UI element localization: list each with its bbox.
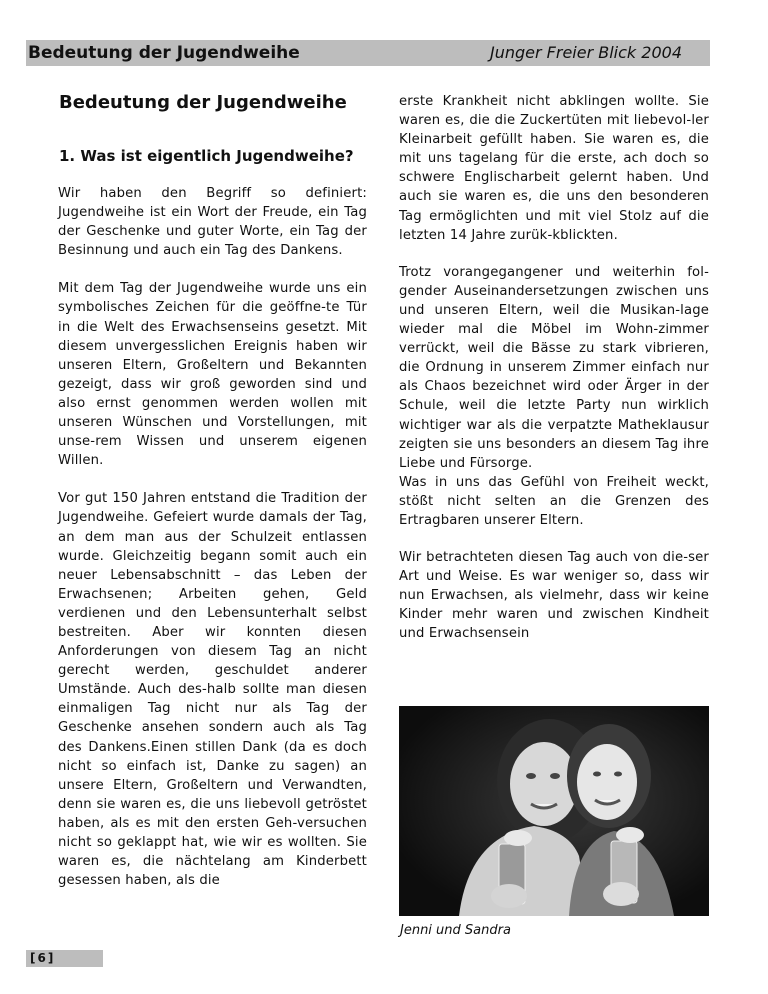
section-heading: 1. Was ist eigentlich Jugendweihe? bbox=[59, 147, 354, 165]
paragraph: Wir haben den Begriff so definiert: Jugendweihe ist ein Wort der Freude, ein Tag der Geschenke und guter Worte, ein Tag der Besinnung und auch ein Tag des Dankens. bbox=[58, 186, 367, 259]
paragraph: erste Krankheit nicht abklingen wollte. Sie waren es, die die Zuckertüten mit liebevol-ler Kleinarbeit gefüllt haben. Sie waren es, die mit uns tagelang für die erste, ach doch so schwere Englischarbeit gelernt haben. Und auch sie waren es, die uns den besonderen Tag ermöglichten und mit viel Stolz auf die letzten 14 Jahre zurük-kblickten. bbox=[399, 94, 709, 243]
paragraph: Mit dem Tag der Jugendweihe wurde uns ein symbolisches Zeichen für die geöffne-te Tür in die Welt des Erwachsenseins gesetzt. Mit diesem unvergesslichen Ereignis haben wir unseren Eltern, Großeltern und Bekannten gezeigt, dass wir groß geworden sind und also ernst genommen werden wollen mit unseren Wünschen und Vorstellungen, mit unse-rem Wissen und unserem eigenen Willen. bbox=[58, 281, 367, 469]
paragraph: Trotz vorangegangener und weiterhin fol-gender Auseinandersetzungen zwischen uns und unseren Eltern, weil die Musikan-lage wieder mal die Möbel im Wohn-zimmer verrückt, weil die Bässe zu stark vibrieren, die Ordnung in unserem Zimmer einfach nur als Chaos bezeichnet wird oder Ärger in der Schule, weil die letzte Party nun wirklich wichtiger war als die verpatzte Matheklausur zeigten sie uns besonders an diesem Tag ihre Liebe und Fürsorge. bbox=[399, 264, 709, 471]
running-header-title: Bedeutung der Jugendweihe bbox=[28, 43, 300, 63]
footer-page-box bbox=[26, 950, 103, 967]
article-title: Bedeutung der Jugendweihe bbox=[59, 92, 347, 113]
running-header bbox=[26, 40, 710, 66]
photo-caption: Jenni und Sandra bbox=[400, 923, 511, 938]
paragraph: Wir betrachteten diesen Tag auch von die-ser Art und Weise. Es war weniger so, dass wir nun Erwachsen, als vielmehr, dass wir keine Kinder mehr waren und zwischen Kindheit und Erwachsensein bbox=[399, 550, 709, 642]
left-column bbox=[58, 92, 367, 890]
photo-two-girls bbox=[399, 706, 709, 916]
paragraph: Was in uns das Gefühl von Freiheit weckt, stößt nicht selten an die Grenzen des Ertragbaren unserer Eltern. bbox=[399, 474, 709, 528]
page-number: [6] bbox=[30, 951, 56, 965]
right-column bbox=[399, 92, 709, 644]
publication-name: Junger Freier Blick 2004 bbox=[490, 43, 682, 62]
paragraph: Vor gut 150 Jahren entstand die Tradition der Jugendweihe. Gefeiert wurde damals der Tag, an dem man aus der Schulzeit entlassen wurde. Gleichzeitig begann somit auch ein neuer Lebensabschnitt – das Leben der Erwachsenen; Arbeiten gehen, Geld verdienen und den Lebensunterhalt selbst bestreiten. Aber wir konnten diesen Anforderungen von diesem Tag an nicht gerecht werden, geschuldet anderer Umstände. Auch des-halb sollte man diesen einmaligen Tag nicht nur als Tag der Geschenke ansehen sondern auch als Tag des Dankens.Einen stillen Dank (da es doch nicht so einfach ist, Danke zu sagen) an unsere Eltern, Großeltern und Verwandten, denn sie waren es, die uns liebevoll getröstet haben, als es mit den ersten Geh-versuchen nicht so geklappt hat, wie wir es wollten. Sie waren es, die nächtelang am Kinderbett gesessen haben, als die bbox=[58, 491, 367, 889]
